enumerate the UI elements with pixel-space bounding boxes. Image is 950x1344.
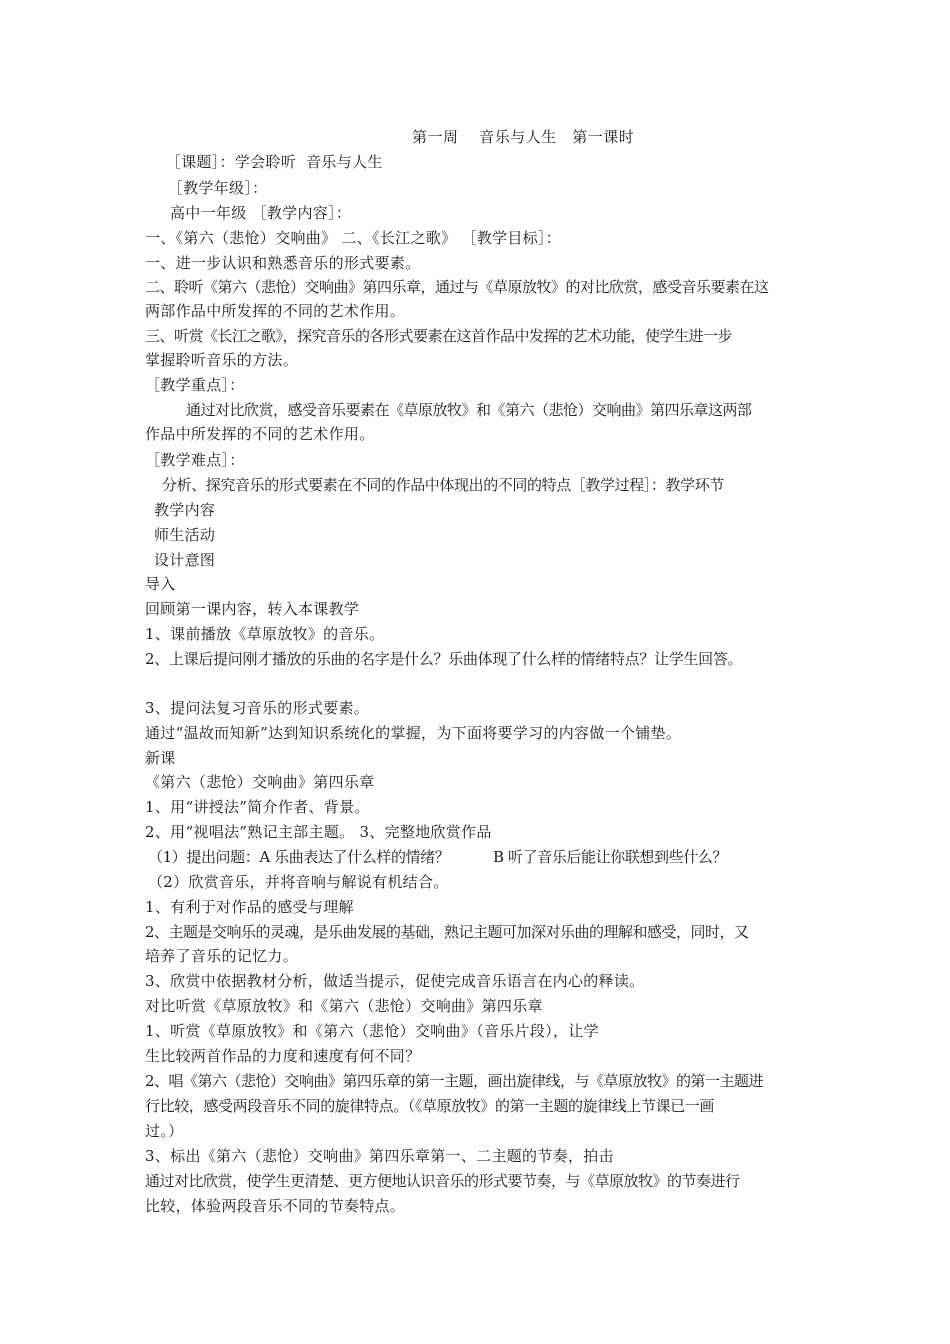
text-line: 1、用“讲授法”简介作者、背景。 (145, 798, 370, 816)
text-line: 二、聆听《第六（悲怆）交响曲》第四乐章，通过与《草原放牧》的对比欣赏，感受音乐要素在这 (145, 278, 769, 296)
text-line: （2）欣赏音乐，并将音响与解说有机结合。 (148, 873, 449, 891)
text-line: 过。） (145, 1122, 184, 1140)
page-title: 第一周 音乐与人生 第一课时 (412, 128, 635, 146)
text-line: 生比较两首作品的力度和速度有何不同？ (145, 1047, 421, 1065)
text-line: （1）提出问题：A 乐曲表达了什么样的情绪？ B 听了音乐后能让你联想到些什么？ (148, 848, 728, 866)
text-line: 2、用“视唱法”熟记主部主题。 3、完整地欣赏作品 (145, 823, 492, 841)
text-line: 教学内容 (154, 501, 216, 519)
text-line: 通过对比欣赏，感受音乐要素在《草原放牧》和《第六（悲怆）交响曲》第四乐章这两部 (186, 401, 752, 419)
text-line: 通过对比欣赏，使学生更清楚、更方便地认识音乐的形式要节奏，与《草原放牧》的节奏进行 (145, 1172, 740, 1190)
text-line: 比较，体验两段音乐不同的节奏特点。 (145, 1197, 406, 1215)
text-line: 《第六（悲怆）交响曲》第四乐章 (145, 773, 375, 791)
text-line: 1、有利于对作品的感受与理解 (145, 898, 354, 916)
text-line: 2、主题是交响乐的灵魂，是乐曲发展的基础，熟记主题可加深对乐曲的理解和感受，同时，又 (145, 923, 749, 941)
text-line: 3、欣赏中依据教材分析，做适当提示，促使完成音乐语言在内心的释读。 (145, 972, 645, 990)
text-line: 回顾第一课内容，转入本课教学 (145, 600, 360, 618)
text-line: 三、听赏《长江之歌》，探究音乐的各形式要素在这首作品中发挥的艺术功能，使学生进一步 (145, 327, 733, 345)
text-line: 对比听赏《草原放牧》和《第六（悲怆）交响曲》第四乐章 (145, 997, 543, 1015)
text-line: 导入 (145, 575, 176, 593)
text-line: 2、上课后提问刚才播放的乐曲的名字是什么？乐曲体现了什么样的情绪特点？让学生回答。 (145, 650, 743, 668)
text-line: 设计意图 (154, 551, 216, 569)
text-line: 分析、探究音乐的形式要素在不同的作品中体现出的不同的特点［教学过程］：教学环节 (162, 476, 724, 494)
text-line: 一、进一步认识和熟悉音乐的形式要素。 (145, 254, 421, 272)
text-line: 1、课前播放《草原放牧》的音乐。 (145, 625, 385, 643)
text-line: 3、提问法复习音乐的形式要素。 (145, 699, 370, 717)
text-line: 通过“温故而知新”达到知识系统化的掌握，为下面将要学习的内容做一个铺垫。 (145, 724, 682, 742)
text-line: 1、听赏《草原放牧》和《第六（悲怆）交响曲》（音乐片段），让学 (145, 1022, 599, 1040)
text-line: 一、《第六（悲怆）交响曲》 二、《长江之歌》 ［教学目标］： (145, 229, 562, 247)
text-line: 新课 (145, 749, 176, 767)
text-line: 师生活动 (154, 526, 216, 544)
text-line: 行比较，感受两段音乐不同的旋律特点。（《草原放牧》的第一主题的旋律线上节课已一画 (145, 1097, 715, 1115)
text-line: ［教学年级］： (160, 179, 268, 197)
text-line: 两部作品中所发挥的不同的艺术作用。 (145, 302, 406, 320)
text-line: 高中一年级 ［教学内容］： (170, 204, 352, 222)
text-line: 2、唱《第六（悲怆）交响曲》第四乐章的第一主题，画出旋律线，与《草原放牧》的第一主题进 (145, 1072, 764, 1090)
text-line: 掌握聆听音乐的方法。 (145, 351, 299, 369)
text-line: 作品中所发挥的不同的艺术作用。 (145, 425, 375, 443)
text-line: 培养了音乐的记忆力。 (145, 947, 299, 965)
text-line: ［教学重点］： (145, 376, 245, 394)
text-line: ［课题］：学会聆听 音乐与人生 (158, 153, 383, 171)
text-line: 3、标出《第六（悲怆）交响曲》第四乐章第一、二主题的节奏，拍击 (145, 1147, 614, 1165)
text-line: ［教学难点］： (145, 451, 245, 469)
